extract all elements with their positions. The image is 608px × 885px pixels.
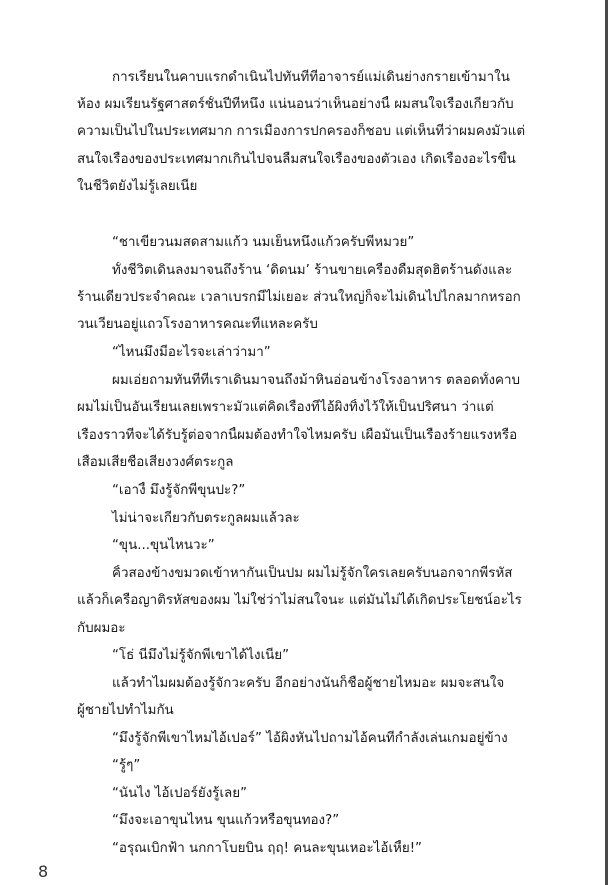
paragraph-line: ผู้ชายไปทำไมกัน [77,703,174,718]
paragraph-line: คิ้วสองข้างขมวดเข้าหากันเป็นปม ผมไม่รู้จักใครเลยครับนอกจากพี่รหัส [112,566,513,581]
paragraph-line: ความเป็นไปในประเทศมาก การเมืองการปกครองก็ชอบ แต่เห็นทีว่าผมคงมัวแต่ [77,124,526,139]
paragraph-line: ผมไม่เป็นอันเรียนเลยเพราะมัวแต่คิดเรื่องที่ไอ้ผิงทิ้งไว้ให้เป็นปริศนา ว่าแต่ [77,400,494,415]
dialogue-line: “ชาเขียวนมสดสามแก้ว นมเย็นหนึ่งแก้วครับพี่หมวย” [112,235,415,250]
dialogue-line: “เอางี้ มึงรู้จักพี่ขุนปะ?” [112,483,246,498]
paragraph-line: แล้วก็เครือญาติรหัสของผม ไม่ใช่ว่าไม่สนใจนะ แต่มันไม่ได้เกิดประโยชน์อะไร [77,593,522,608]
paragraph-line: ไม่น่าจะเกี่ยวกับตระกูลผมแล้วละ [112,511,300,526]
paragraph-line: ทั้งชีวิตเดินลงมาจนถึงร้าน ‘ดิดนม’ ร้านขายเครื่องดื่มสุดฮิตร้านดังและ [112,263,513,278]
paragraph-line: วนเวียนอยู่แถวโรงอาหารคณะที่แหละครับ [77,317,318,332]
dialogue-line: “มึงจะเอาขุนไหน ขุนแก้วหรือขุนทอง?” [112,813,340,828]
page-number: 8 [38,862,49,881]
paragraph-line: สนใจเรื่องของประเทศมากเกินไปจนลืมสนใจเรื่องของตัวเอง เกิดเรื่องอะไรขึ้น [77,152,516,167]
paragraph-line: เสื่อมเสียชื่อเสียงวงศ์ตระกูล [77,455,234,470]
paragraph-line: การเรียนในคาบแรกดำเนินไปทันทีที่อาจารย์แม่เดินย่างกรายเข้ามาใน [112,70,510,85]
paragraph-line: ร้านเดียวประจำคณะ เวลาเบรกมีไม่เยอะ ส่วนใหญ่ก็จะไม่เดินไปไกลมากหรอก [77,290,521,305]
dialogue-line: “มึงรู้จักพี่เขาไหมไอ้เปอร์” ไอ้ผิงหันไปถามไอ้คนที่กำลังเล่นเกมอยู่ข้าง [112,731,508,746]
paragraph-line: ห้อง ผมเรียนรัฐศาสตร์ชั้นปีที่หนึ่ง แน่นอนว่าเห็นอย่างนี้ ผมสนใจเรื่องเกี่ยวกับ [77,97,514,112]
paragraph-line: แล้วทำไมผมต้องรู้จักวะครับ อีกอย่างนั่นก็ชื่อผู้ชายไหมอะ ผมจะสนใจ [112,676,505,691]
dialogue-line: “ไหนมึงมีอะไรจะเล่าว่ามา” [112,345,271,360]
paragraph-line: กับผมอะ [77,621,126,636]
paragraph-line: ในชีวิตยังไม่รู้เลยเนี่ย [77,179,198,194]
paragraph-line: เรื่องราวที่จะได้รับรู้ต่อจากนี้ผมต้องทำใจไหมครับ เผื่อมันเป็นเรื่องร้ายแรงหรือ [77,428,518,443]
dialogue-line: “โธ่ นี่มึงไม่รู้จักพี่เขาได้ไงเนี่ย” [112,648,290,663]
dialogue-line: “รู้ๆ” [112,758,141,773]
paragraph-line: ผมเอ่ยถามทันทีที่เราเดินมาจนถึงม้าหินอ่อนข้างโรงอาหาร ตลอดทั้งคาบ [112,373,520,388]
dialogue-line: “อรุณเบิกฟ้า นกกาโบยบิน ฤฤ! คนละขุนเหอะไอ้เหี้ย!” [112,841,422,856]
dialogue-line: “ขุน...ขุนไหนวะ” [112,538,215,553]
dialogue-line: “นั่นไง ไอ้เปอร์ยังรู้เลย” [112,786,248,801]
